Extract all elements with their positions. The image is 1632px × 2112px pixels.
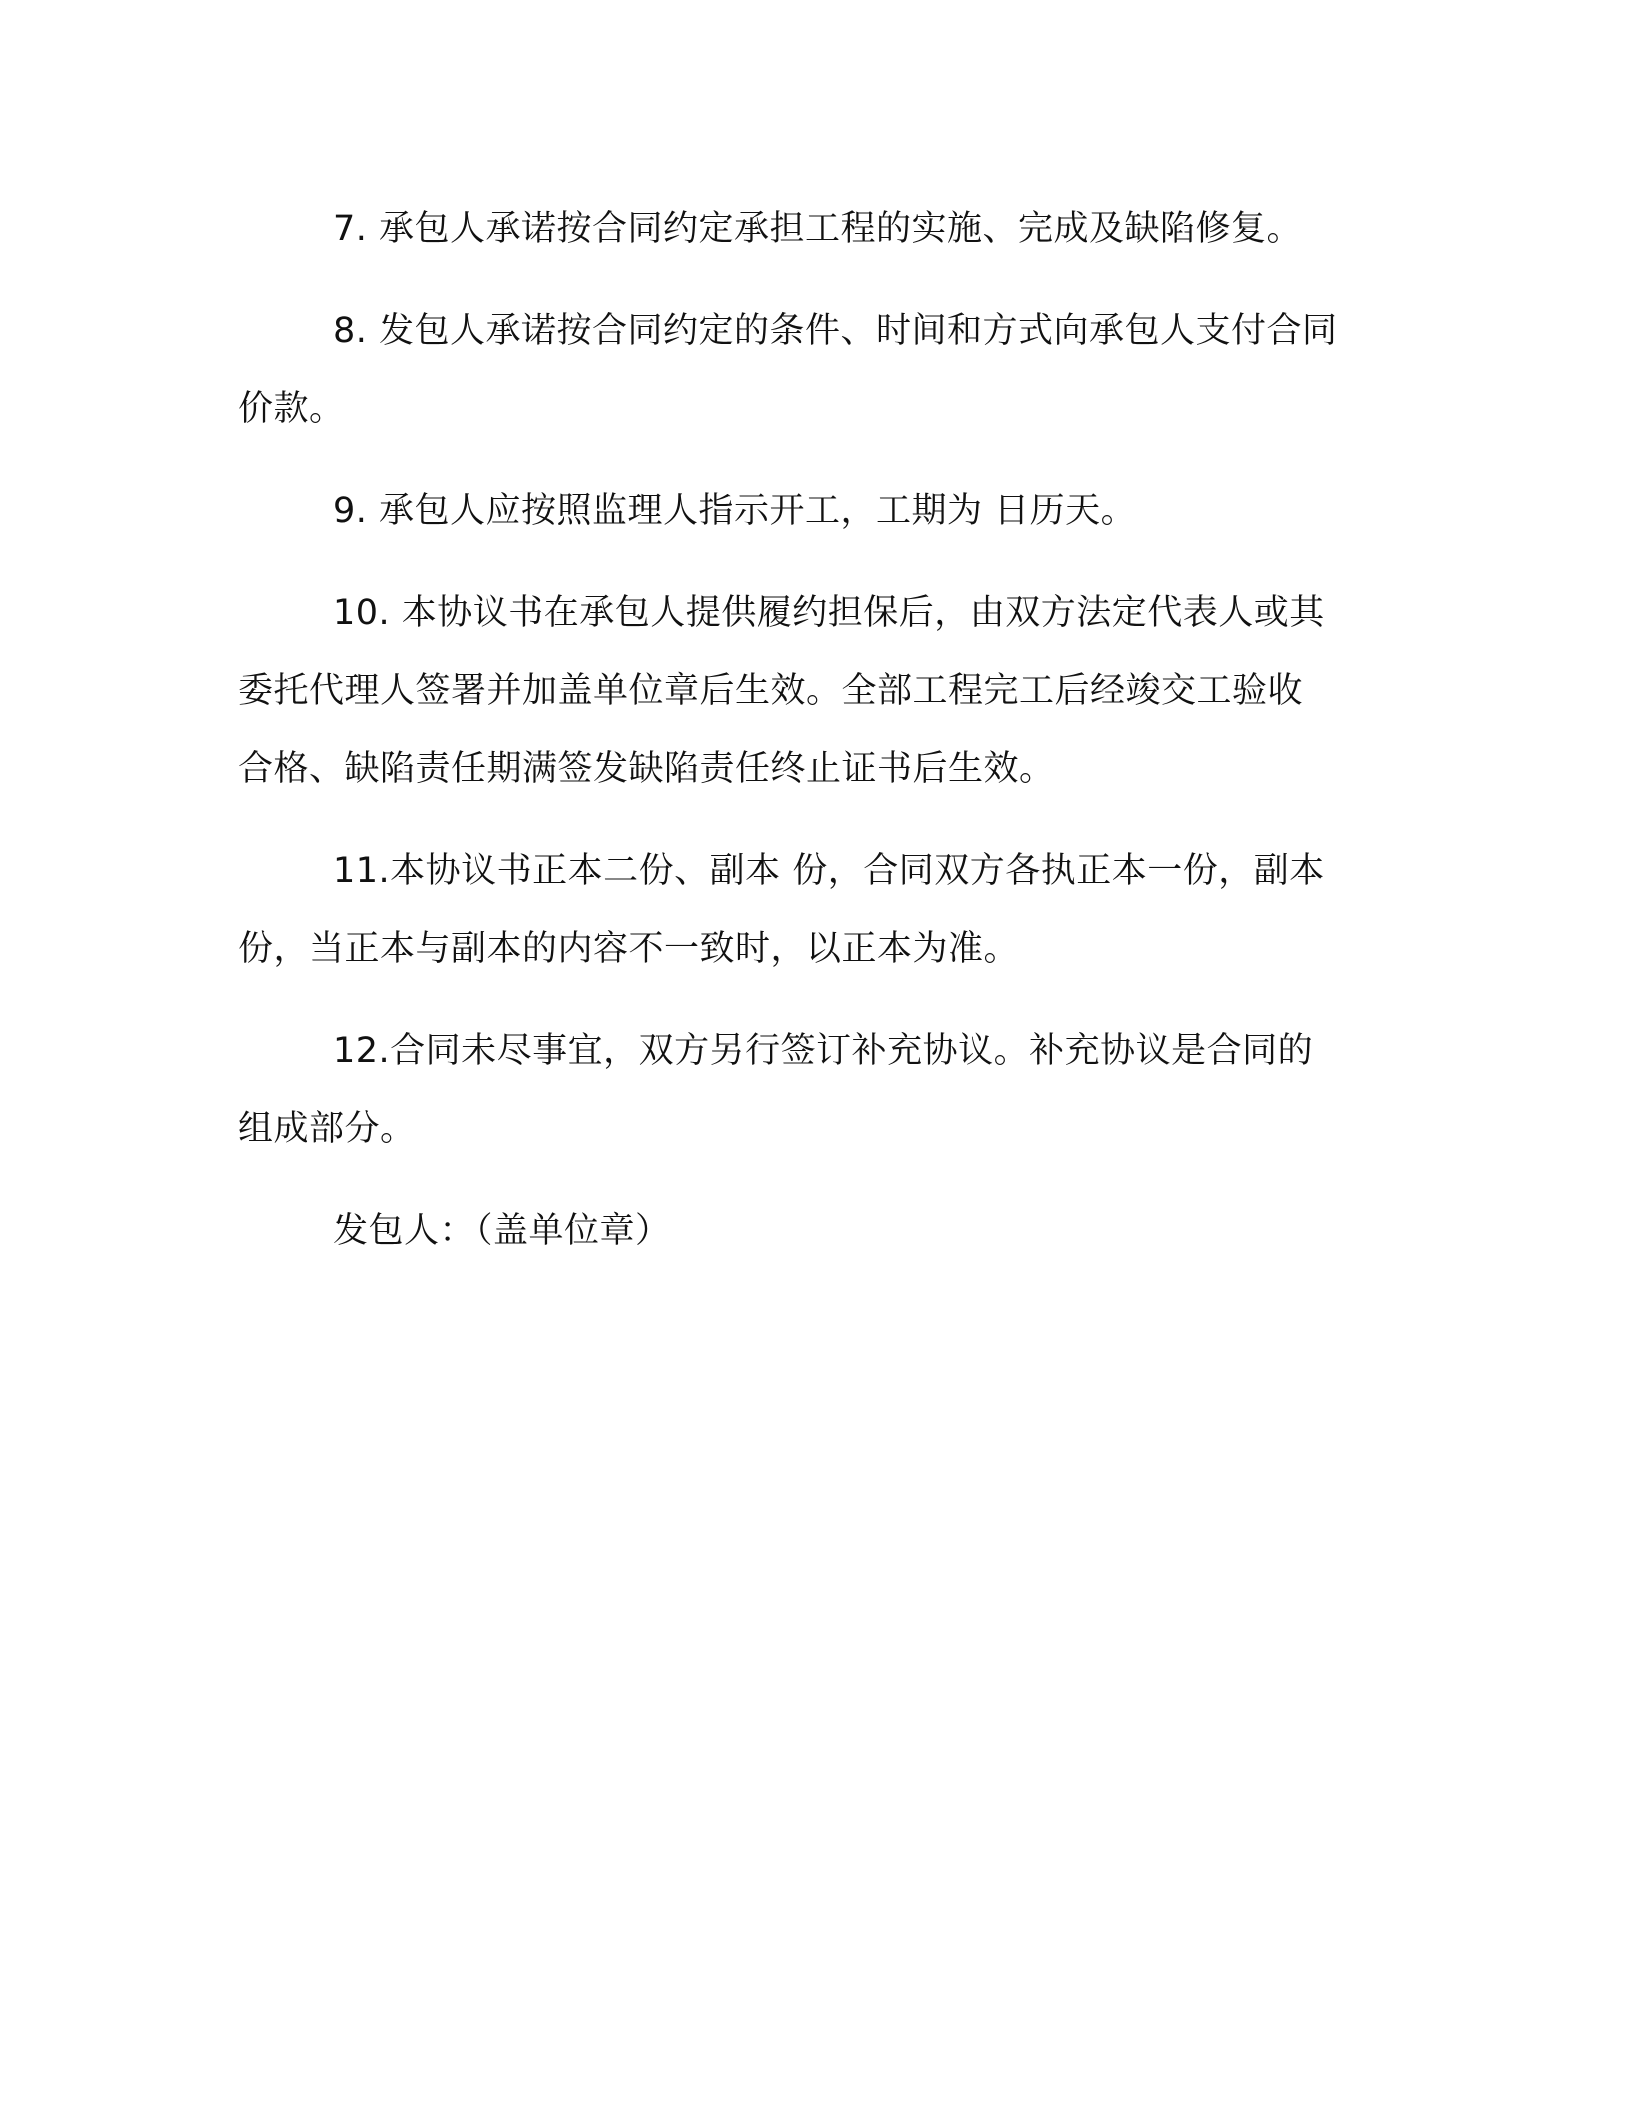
signature-line — [238, 1192, 1378, 1270]
clause-9 — [238, 472, 1378, 550]
clause-11 — [238, 832, 1378, 988]
clause-7-line-1: 7. 承包人承诺按合同约定承担工程的实施、完成及缺陷修复。 — [333, 209, 1303, 249]
clause-12 — [238, 1012, 1378, 1168]
clause-8 — [238, 292, 1378, 448]
clause-12-line-1: 12.合同未尽事宜，双方另行签订补充协议。补充协议是合同的 — [333, 1031, 1314, 1071]
clause-11-line-2: 份，当正本与副本的内容不一致时，以正本为准。 — [238, 929, 1020, 969]
clause-8-line-1: 8. 发包人承诺按合同约定的条件、时间和方式向承包人支付合同 — [333, 311, 1338, 351]
document-body — [238, 190, 1378, 1294]
clause-11-line-1: 11.本协议书正本二份、副本 份，合同双方各执正本一份，副本 — [333, 851, 1325, 891]
clause-12-line-2: 组成部分。 — [238, 1109, 416, 1149]
clause-10 — [238, 574, 1378, 808]
clause-10-line-2: 委托代理人签署并加盖单位章后生效。全部工程完工后经竣交工验收 — [238, 671, 1304, 711]
clause-7 — [238, 190, 1378, 268]
clause-8-line-2: 价款。 — [238, 389, 345, 429]
clause-9-line-1: 9. 承包人应按照监理人指示开工，工期为 日历天。 — [333, 491, 1137, 531]
signature-seal-note: （盖单位章） — [475, 1211, 671, 1251]
signature-label: 发包人： — [333, 1211, 476, 1251]
clause-10-line-1: 10. 本协议书在承包人提供履约担保后，由双方法定代表人或其 — [333, 593, 1325, 633]
clause-10-line-3: 合格、缺陷责任期满签发缺陷责任终止证书后生效。 — [238, 749, 1055, 789]
